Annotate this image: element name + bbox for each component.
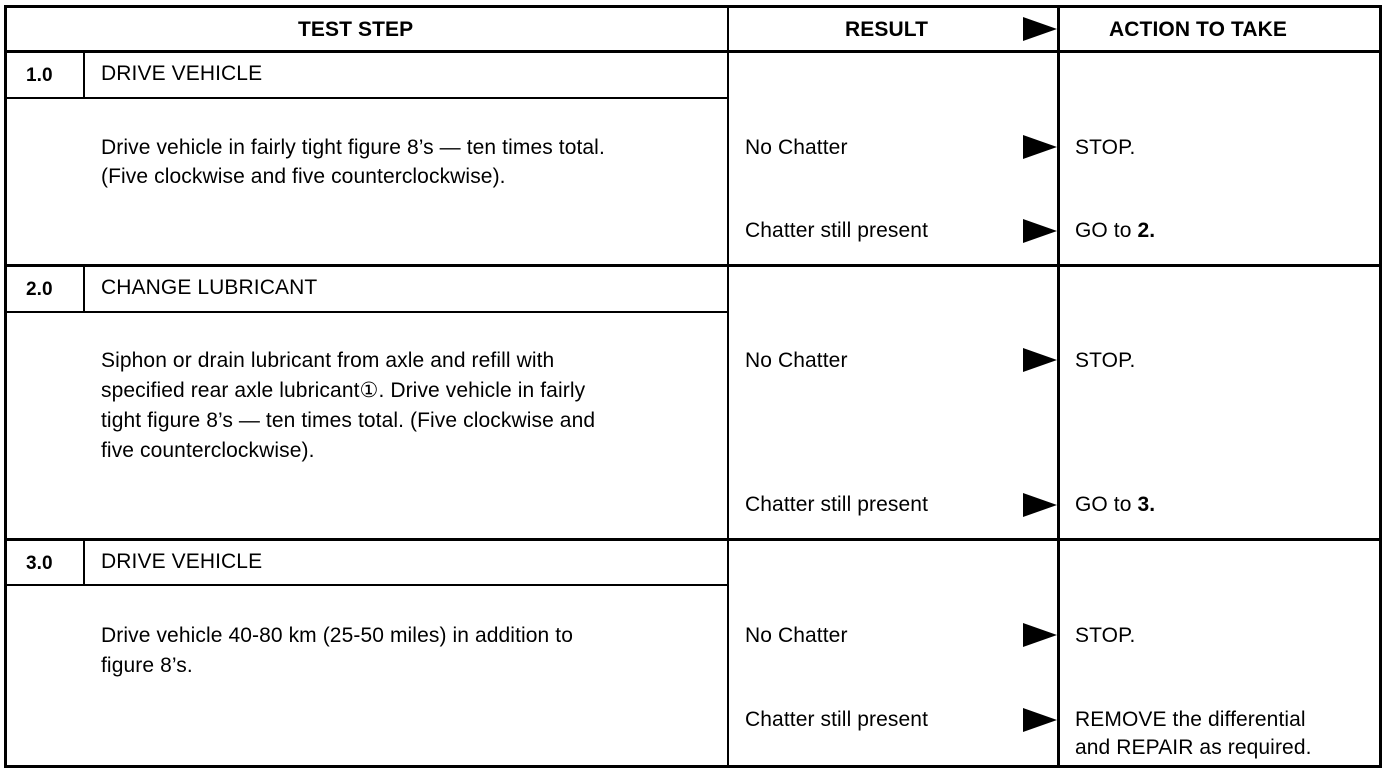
step-3-result-2: Chatter still present (745, 708, 929, 731)
step-1-title-separator (4, 97, 729, 99)
step-3-title-separator (4, 584, 729, 586)
section-1-bottom (4, 264, 1382, 267)
step-1-result-2: Chatter still present (745, 219, 929, 242)
step-3-number-divider (83, 540, 85, 585)
step-2-result-1: No Chatter (745, 349, 848, 372)
step-2-action-1: STOP. (1075, 349, 1136, 372)
section-2-bottom (4, 538, 1382, 541)
step-3-arrow-2-icon (1023, 708, 1057, 732)
header-action: ACTION TO TAKE (1109, 18, 1287, 41)
header-result: RESULT (845, 18, 929, 41)
step-1-description-line: Drive vehicle in fairly tight figure 8’s — ten times total. (101, 136, 605, 159)
step-2-description-line: tight figure 8’s — ten times total. (Five clockwise and (101, 409, 596, 432)
step-2-description-line: specified rear axle lubricant①. Drive vehicle in fairly (101, 379, 586, 402)
step-2-action-2: GO to 3. (1075, 493, 1156, 516)
step-1-action-2: GO to 2. (1075, 219, 1156, 242)
header-arrow-icon (1023, 17, 1057, 41)
step-3-title: DRIVE VEHICLE (101, 550, 263, 573)
table-bottom-border (4, 765, 1382, 768)
header-separator (4, 50, 1382, 53)
step-3-description-line: figure 8’s. (101, 654, 193, 677)
table-left-border (4, 5, 7, 768)
step-2-title-separator (4, 311, 729, 313)
step-3-result-1: No Chatter (745, 624, 848, 647)
divider-result-action (1057, 5, 1060, 768)
step-1-arrow-2-icon (1023, 219, 1057, 243)
table-top-border (4, 5, 1382, 8)
step-3-action-2-line: and REPAIR as required. (1075, 736, 1312, 759)
step-1-action-1: STOP. (1075, 136, 1136, 159)
step-1-title: DRIVE VEHICLE (101, 62, 263, 85)
step-2-number: 2.0 (26, 279, 53, 300)
step-3-description-line: Drive vehicle 40-80 km (25-50 miles) in addition to (101, 624, 573, 647)
step-2-number-divider (83, 266, 85, 312)
step-2-description-line: five counterclockwise). (101, 439, 315, 462)
step-1-number-divider (83, 52, 85, 98)
step-2-arrow-1-icon (1023, 348, 1057, 372)
step-3-action-2-line: REMOVE the differential (1075, 708, 1306, 731)
step-1-result-1: No Chatter (745, 136, 848, 159)
step-3-action-1: STOP. (1075, 624, 1136, 647)
step-3-arrow-1-icon (1023, 623, 1057, 647)
header-test-step: TEST STEP (298, 18, 414, 41)
step-2-result-2: Chatter still present (745, 493, 929, 516)
step-2-arrow-2-icon (1023, 493, 1057, 517)
table-right-border (1379, 5, 1382, 768)
step-1-number: 1.0 (26, 65, 53, 86)
step-3-number: 3.0 (26, 553, 53, 574)
step-1-description-line: (Five clockwise and five counterclockwise). (101, 165, 506, 188)
divider-test-result (727, 5, 729, 768)
step-1-arrow-1-icon (1023, 135, 1057, 159)
step-2-description-line: Siphon or drain lubricant from axle and refill with (101, 349, 555, 372)
step-2-title: CHANGE LUBRICANT (101, 276, 318, 299)
